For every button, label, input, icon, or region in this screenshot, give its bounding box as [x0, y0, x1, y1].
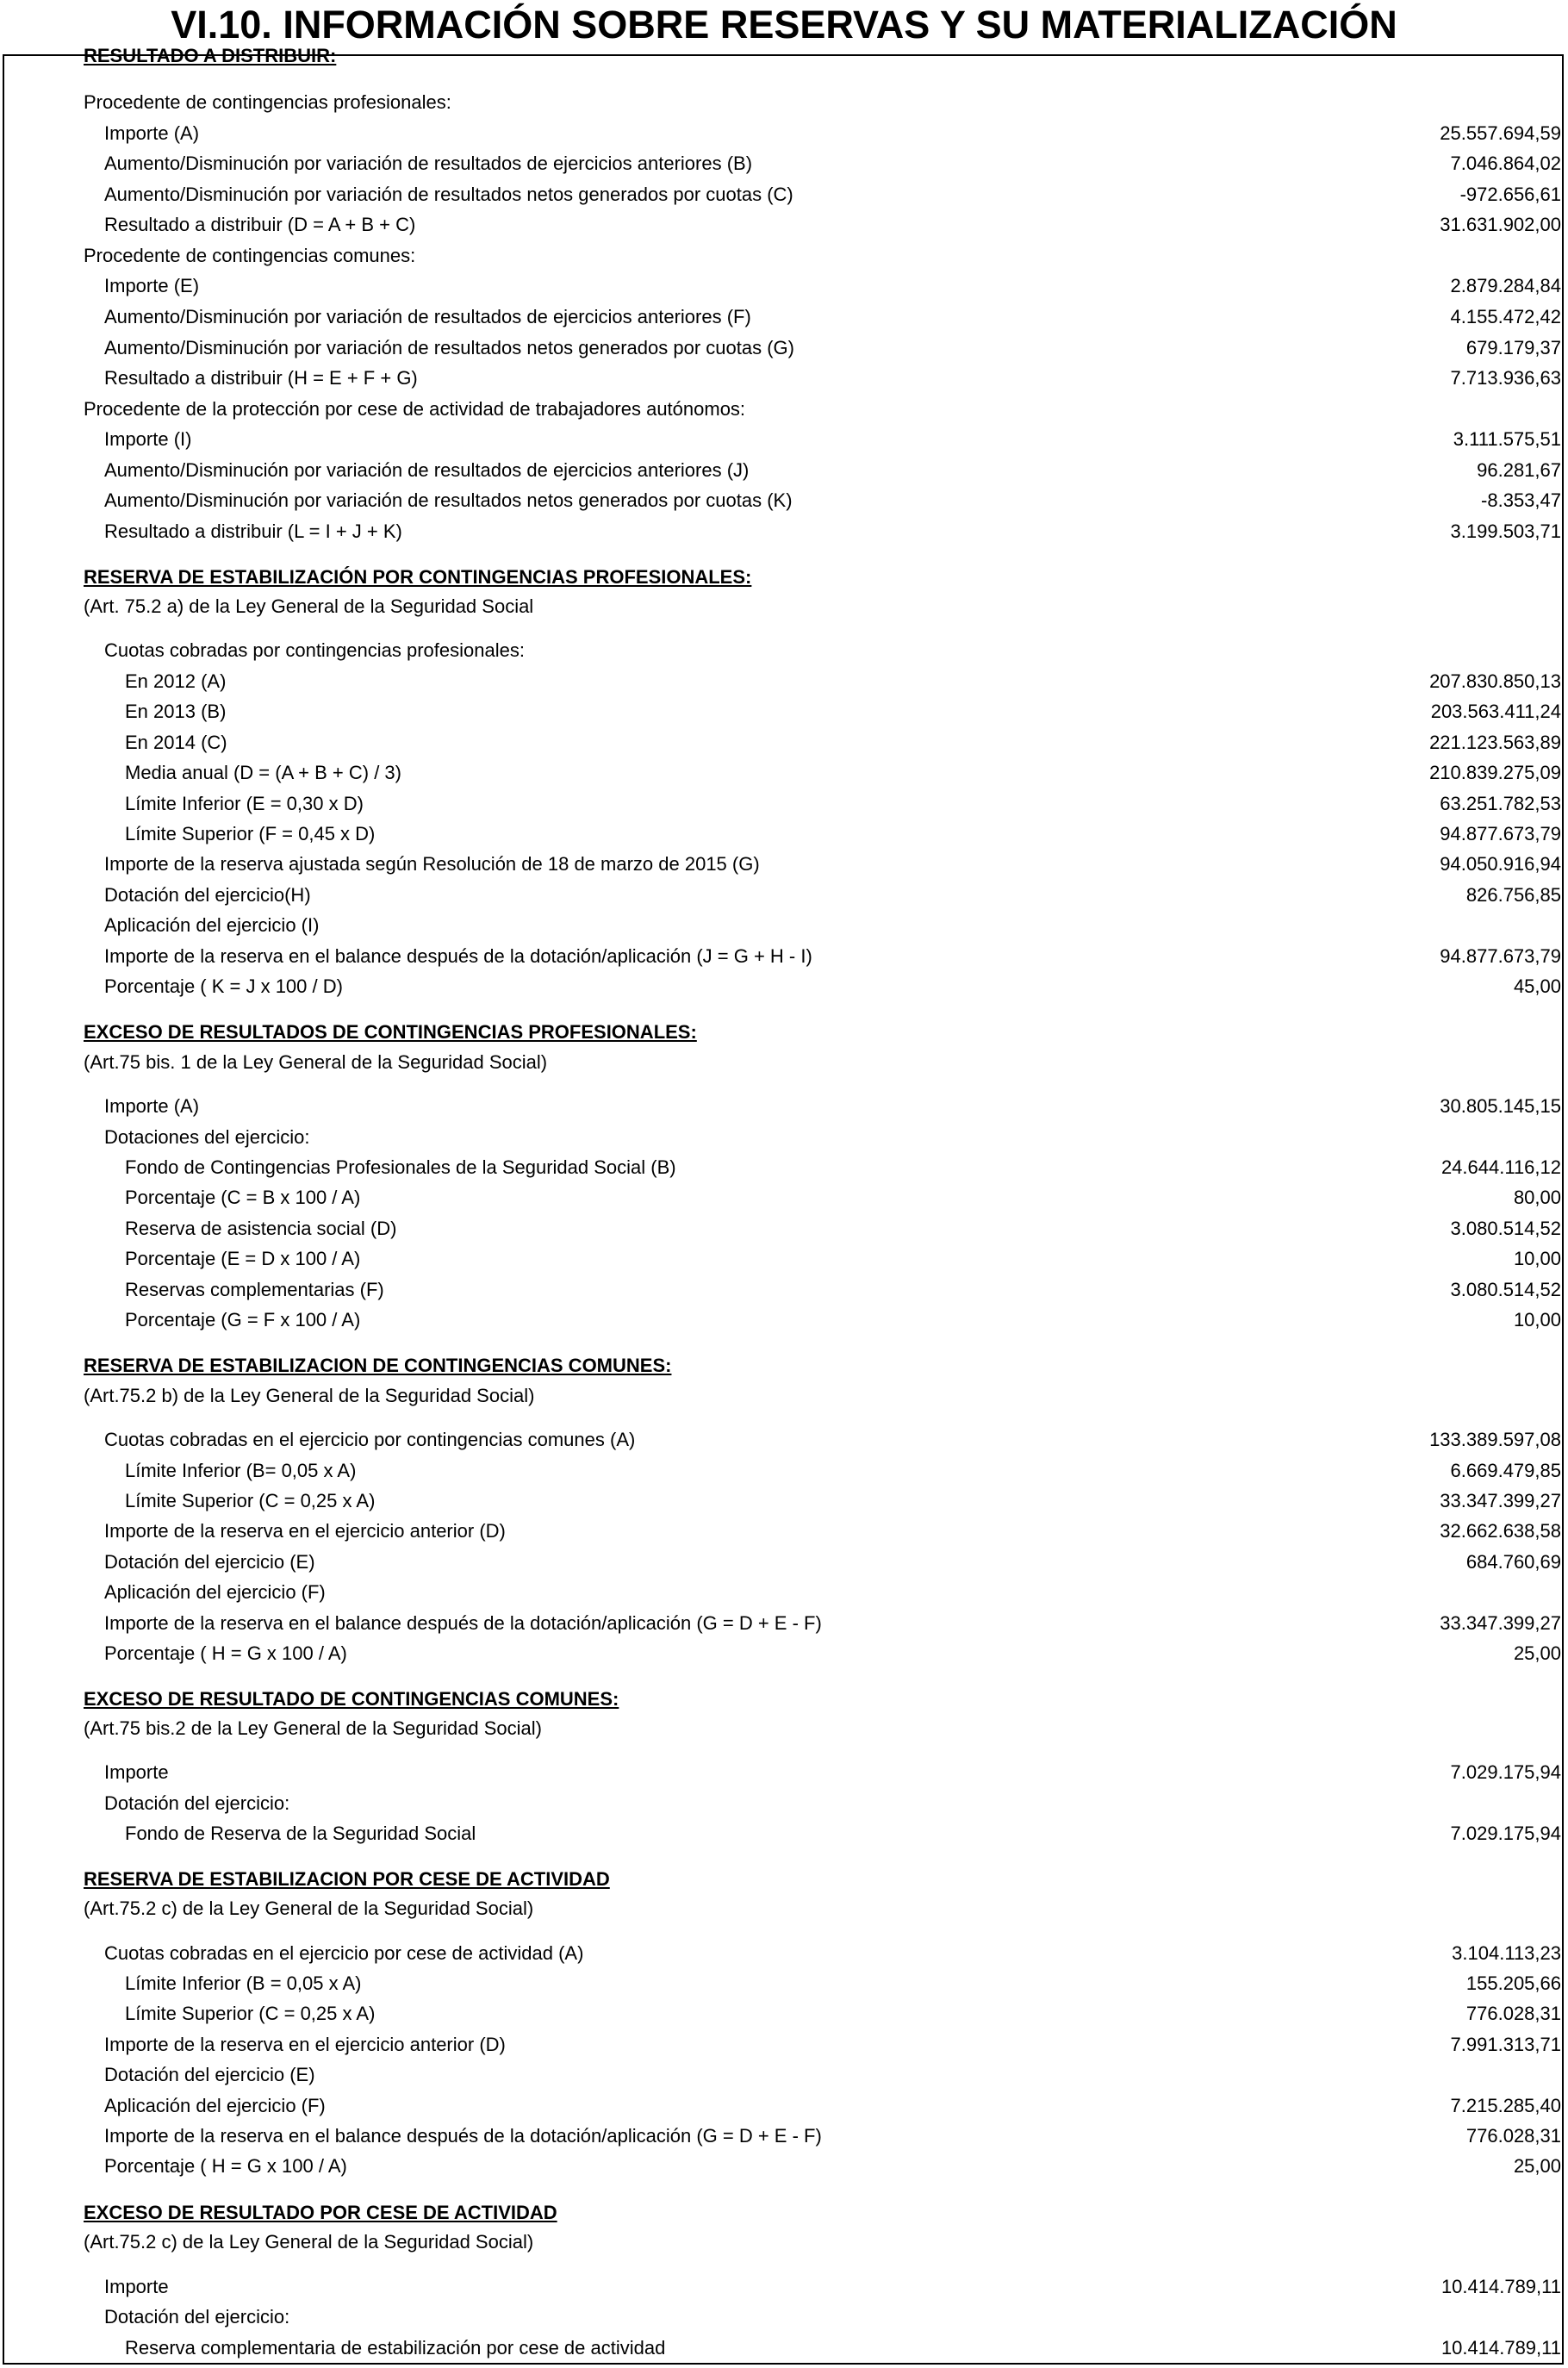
statement-row: [0, 696, 1568, 727]
row-label: Aumento/Disminución por variación de resultados de ejercicios anteriores (F): [104, 306, 751, 327]
statement-row: [0, 87, 1568, 118]
row-amount: 25.557.694,59: [1440, 122, 1561, 144]
row-amount: 207.830.850,13: [1429, 670, 1561, 692]
row-amount: 45,00: [1513, 975, 1561, 997]
statement-row: [0, 1305, 1568, 1336]
statement-row: [0, 1152, 1568, 1183]
statement-row: [0, 1818, 1568, 1849]
row-amount: 63.251.782,53: [1440, 793, 1561, 814]
row-amount: 221.123.563,89: [1429, 732, 1561, 753]
row-label: Límite Inferior (E = 0,30 x D): [125, 793, 364, 814]
statement-row: [0, 2302, 1568, 2333]
row-label: Límite Superior (C = 0,25 x A): [125, 1490, 376, 1511]
row-label: Importe (E): [104, 275, 200, 296]
row-amount: 776.028,31: [1465, 2003, 1561, 2024]
statement-row: [0, 394, 1568, 425]
row-label: Dotaciones del ejercicio:: [104, 1126, 310, 1148]
statement-row: [0, 118, 1568, 149]
row-amount: 94.050.916,94: [1440, 853, 1561, 875]
statement-row: [0, 1047, 1568, 1078]
statement-row: [0, 788, 1568, 819]
section-heading: EXCESO DE RESULTADO DE CONTINGENCIAS COMUNES:: [84, 1688, 619, 1710]
row-amount: -972.656,61: [1459, 184, 1561, 205]
row-label: Dotación del ejercicio (E): [104, 1551, 315, 1573]
statement-row: [0, 2091, 1568, 2122]
row-label: (Art. 75.2 a) de la Ley General de la Seguridad Social: [84, 595, 534, 617]
statement-row: [0, 1243, 1568, 1274]
row-label: (Art.75.2 c) de la Ley General de la Seguridad Social): [84, 1898, 534, 1919]
section-heading: RESULTADO A DISTRIBUIR:: [84, 45, 337, 66]
row-label: En 2014 (C): [125, 732, 227, 753]
row-label: Resultado a distribuir (L = I + J + K): [104, 520, 402, 542]
row-label: Aplicación del ejercicio (F): [104, 1581, 326, 1603]
row-label: Aplicación del ejercicio (F): [104, 2095, 326, 2116]
statement-row: [0, 1577, 1568, 1608]
row-label: Cuotas cobradas en el ejercicio por contingencias comunes (A): [104, 1429, 636, 1450]
row-label: Porcentaje ( H = G x 100 / A): [104, 1642, 347, 1664]
row-amount: 7.029.175,94: [1450, 1823, 1561, 1844]
statement-row: [0, 1938, 1568, 1969]
row-label: Porcentaje (G = F x 100 / A): [125, 1309, 361, 1330]
row-amount: 25,00: [1513, 2155, 1561, 2177]
row-amount: 203.563.411,24: [1430, 701, 1561, 722]
row-label: Aumento/Disminución por variación de resultados netos generados por cuotas (C): [104, 184, 793, 205]
row-label: Importe de la reserva en el balance después de la dotación/aplicación (J = G + H - I): [104, 945, 812, 967]
statement-row: [0, 2333, 1568, 2364]
row-amount: 7.029.175,94: [1450, 1761, 1561, 1783]
section-heading: EXCESO DE RESULTADOS DE CONTINGENCIAS PROFESIONALES:: [84, 1021, 697, 1043]
row-amount: 3.080.514,52: [1450, 1279, 1561, 1300]
row-label: Dotación del ejercicio:: [104, 2306, 290, 2327]
row-label: Importe de la reserva en el ejercicio anterior (D): [104, 1520, 506, 1542]
row-amount: -8.353,47: [1481, 489, 1561, 511]
row-label: Límite Inferior (B = 0,05 x A): [125, 1972, 362, 1994]
row-amount: 6.669.479,85: [1450, 1460, 1561, 1481]
statement-row: [0, 757, 1568, 788]
row-label: (Art.75 bis.2 de la Ley General de la Seguridad Social): [84, 1717, 542, 1739]
section-heading: RESERVA DE ESTABILIZACION DE CONTINGENCIAS COMUNES:: [84, 1355, 672, 1376]
row-amount: 32.662.638,58: [1440, 1520, 1561, 1542]
row-label: Procedente de contingencias comunes:: [84, 245, 416, 266]
statement-row: [0, 910, 1568, 941]
row-label: Importe de la reserva en el balance después de la dotación/aplicación (G = D + E - F): [104, 1612, 822, 1634]
row-label: Importe (A): [104, 122, 200, 144]
row-amount: 30.805.145,15: [1440, 1095, 1561, 1117]
row-label: Importe de la reserva en el balance después de la dotación/aplicación (G = D + E - F): [104, 2125, 822, 2147]
row-label: (Art.75.2 b) de la Ley General de la Seguridad Social): [84, 1385, 535, 1406]
statement-row: [0, 1638, 1568, 1669]
row-label: (Art.75 bis. 1 de la Ley General de la Seguridad Social): [84, 1051, 548, 1073]
row-label: Media anual (D = (A + B + C) / 3): [125, 762, 401, 783]
row-label: En 2013 (B): [125, 701, 227, 722]
statement-row: [0, 2227, 1568, 2258]
row-label: Límite Inferior (B= 0,05 x A): [125, 1460, 357, 1481]
row-label: Fondo de Reserva de la Seguridad Social: [125, 1823, 476, 1844]
row-label: Importe: [104, 1761, 169, 1783]
row-label: Importe: [104, 2276, 169, 2297]
statement-row: [0, 2271, 1568, 2303]
row-label: Dotación del ejercicio (E): [104, 2064, 315, 2085]
row-amount: 25,00: [1513, 1642, 1561, 1664]
statement-row: [0, 302, 1568, 333]
row-label: Importe de la reserva en el ejercicio anterior (D): [104, 2034, 506, 2055]
statement-row: [0, 1424, 1568, 1455]
row-amount: 7.215.285,40: [1450, 2095, 1561, 2116]
row-label: Porcentaje ( K = J x 100 / D): [104, 975, 343, 997]
statement-row: [0, 819, 1568, 850]
row-amount: 80,00: [1513, 1187, 1561, 1208]
statement-row: [0, 971, 1568, 1002]
row-label: Resultado a distribuir (H = E + F + G): [104, 367, 418, 389]
row-amount: 2.879.284,84: [1450, 275, 1561, 296]
statement-row: [0, 1788, 1568, 1819]
row-label: Reserva de asistencia social (D): [125, 1218, 397, 1239]
statement-row: [0, 240, 1568, 271]
row-amount: 776.028,31: [1465, 2125, 1561, 2147]
row-amount: 684.760,69: [1465, 1551, 1561, 1573]
row-label: Porcentaje ( H = G x 100 / A): [104, 2155, 347, 2177]
statement-row: [0, 333, 1568, 364]
row-amount: 3.104.113,23: [1452, 1942, 1561, 1964]
statement-row: [0, 1757, 1568, 1788]
statement-row: [0, 485, 1568, 516]
statement-row: [0, 941, 1568, 972]
section-heading-row: [0, 1017, 1568, 1048]
statement-row: [0, 2029, 1568, 2060]
row-amount: 679.179,37: [1465, 337, 1561, 358]
section-heading: EXCESO DE RESULTADO POR CESE DE ACTIVIDAD: [84, 2202, 557, 2223]
statement-row: [0, 2060, 1568, 2091]
section-heading-row: [0, 1350, 1568, 1381]
row-label: Reservas complementarias (F): [125, 1279, 384, 1300]
row-label: Dotación del ejercicio:: [104, 1792, 290, 1814]
statement-row: [0, 666, 1568, 697]
statement-row: [0, 1547, 1568, 1578]
statement-row: [0, 635, 1568, 666]
statement-row: [0, 179, 1568, 210]
row-amount: 133.389.597,08: [1429, 1429, 1561, 1450]
row-label: Resultado a distribuir (D = A + B + C): [104, 214, 416, 235]
row-label: Procedente de contingencias profesionales:: [84, 91, 451, 113]
row-amount: 10.414.789,11: [1440, 2276, 1561, 2297]
row-amount: 155.205,66: [1465, 1972, 1561, 1994]
statement-row: [0, 209, 1568, 240]
row-amount: 3.080.514,52: [1450, 1218, 1561, 1239]
row-amount: 7.713.936,63: [1450, 367, 1561, 389]
section-heading-row: [0, 1684, 1568, 1715]
statement-row: [0, 2121, 1568, 2152]
statement-row: [0, 727, 1568, 758]
row-amount: 3.199.503,71: [1450, 520, 1561, 542]
section-heading-row: [0, 2197, 1568, 2228]
statement-row: [0, 1608, 1568, 1639]
section-heading-row: [0, 1864, 1568, 1895]
statement-row: [0, 1893, 1568, 1924]
row-amount: 24.644.116,12: [1440, 1156, 1561, 1178]
row-label: Fondo de Contingencias Profesionales de la Seguridad Social (B): [125, 1156, 676, 1178]
section-heading: RESERVA DE ESTABILIZACIÓN POR CONTINGENCIAS PROFESIONALES:: [84, 566, 752, 588]
statement-row: [0, 1182, 1568, 1213]
row-label: Importe (A): [104, 1095, 200, 1117]
row-amount: 210.839.275,09: [1429, 762, 1561, 783]
row-label: Cuotas cobradas por contingencias profesionales:: [104, 639, 525, 661]
row-amount: 10.414.789,11: [1440, 2337, 1561, 2359]
row-amount: 7.046.864,02: [1450, 153, 1561, 174]
row-amount: 10,00: [1513, 1248, 1561, 1269]
row-label: Aumento/Disminución por variación de resultados netos generados por cuotas (G): [104, 337, 794, 358]
statement-row: [0, 1998, 1568, 2029]
statement-row: [0, 516, 1568, 547]
statement-row: [0, 2151, 1568, 2182]
row-amount: 94.877.673,79: [1440, 945, 1561, 967]
row-label: Procedente de la protección por cese de actividad de trabajadores autónomos:: [84, 398, 746, 420]
row-label: Límite Superior (C = 0,25 x A): [125, 2003, 376, 2024]
statement-row: [0, 1486, 1568, 1517]
statement-row: [0, 455, 1568, 486]
row-amount: 96.281,67: [1477, 459, 1561, 481]
statement-row: [0, 1091, 1568, 1122]
statement-row: [0, 1122, 1568, 1153]
row-label: Reserva complementaria de estabilización por cese de actividad: [125, 2337, 666, 2359]
statement-row: [0, 591, 1568, 622]
row-label: Aumento/Disminución por variación de resultados de ejercicios anteriores (J): [104, 459, 750, 481]
section-heading-row: [0, 562, 1568, 593]
statement-row: [0, 1274, 1568, 1306]
statement-row: [0, 424, 1568, 455]
row-label: Aumento/Disminución por variación de resultados netos generados por cuotas (K): [104, 489, 793, 511]
row-amount: 31.631.902,00: [1440, 214, 1561, 235]
statement-row: [0, 849, 1568, 880]
row-label: Aplicación del ejercicio (I): [104, 914, 320, 936]
row-amount: 826.756,85: [1465, 884, 1561, 906]
statement-row: [0, 1516, 1568, 1547]
section-heading: RESERVA DE ESTABILIZACION POR CESE DE ACTIVIDAD: [84, 1868, 610, 1890]
row-label: Importe de la reserva ajustada según Resolución de 18 de marzo de 2015 (G): [104, 853, 760, 875]
row-label: Dotación del ejercicio(H): [104, 884, 311, 906]
row-amount: 3.111.575,51: [1453, 428, 1561, 450]
section-heading-row: [0, 41, 1568, 72]
row-amount: 33.347.399,27: [1440, 1612, 1561, 1634]
statement-row: [0, 148, 1568, 179]
row-label: (Art.75.2 c) de la Ley General de la Seguridad Social): [84, 2231, 534, 2253]
row-label: En 2012 (A): [125, 670, 227, 692]
statement-row: [0, 271, 1568, 302]
statement-row: [0, 880, 1568, 911]
statement-row: [0, 363, 1568, 394]
statement-row: [0, 1380, 1568, 1411]
row-label: Porcentaje (C = B x 100 / A): [125, 1187, 361, 1208]
statement-row: [0, 1455, 1568, 1486]
row-amount: 10,00: [1513, 1309, 1561, 1330]
row-label: Cuotas cobradas en el ejercicio por cese de actividad (A): [104, 1942, 584, 1964]
row-amount: 33.347.399,27: [1440, 1490, 1561, 1511]
row-label: Importe (I): [104, 428, 192, 450]
row-label: Límite Superior (F = 0,45 x D): [125, 823, 376, 844]
row-label: Porcentaje (E = D x 100 / A): [125, 1248, 361, 1269]
row-label: Aumento/Disminución por variación de resultados de ejercicios anteriores (B): [104, 153, 753, 174]
row-amount: 4.155.472,42: [1450, 306, 1561, 327]
statement-row: [0, 1713, 1568, 1744]
row-amount: 7.991.313,71: [1450, 2034, 1561, 2055]
row-amount: 94.877.673,79: [1440, 823, 1561, 844]
statement-row: [0, 1213, 1568, 1244]
page-title: VI.10. INFORMACIÓN SOBRE RESERVAS Y SU MATERIALIZACIÓN: [171, 3, 1397, 47]
statement-row: [0, 1968, 1568, 1999]
